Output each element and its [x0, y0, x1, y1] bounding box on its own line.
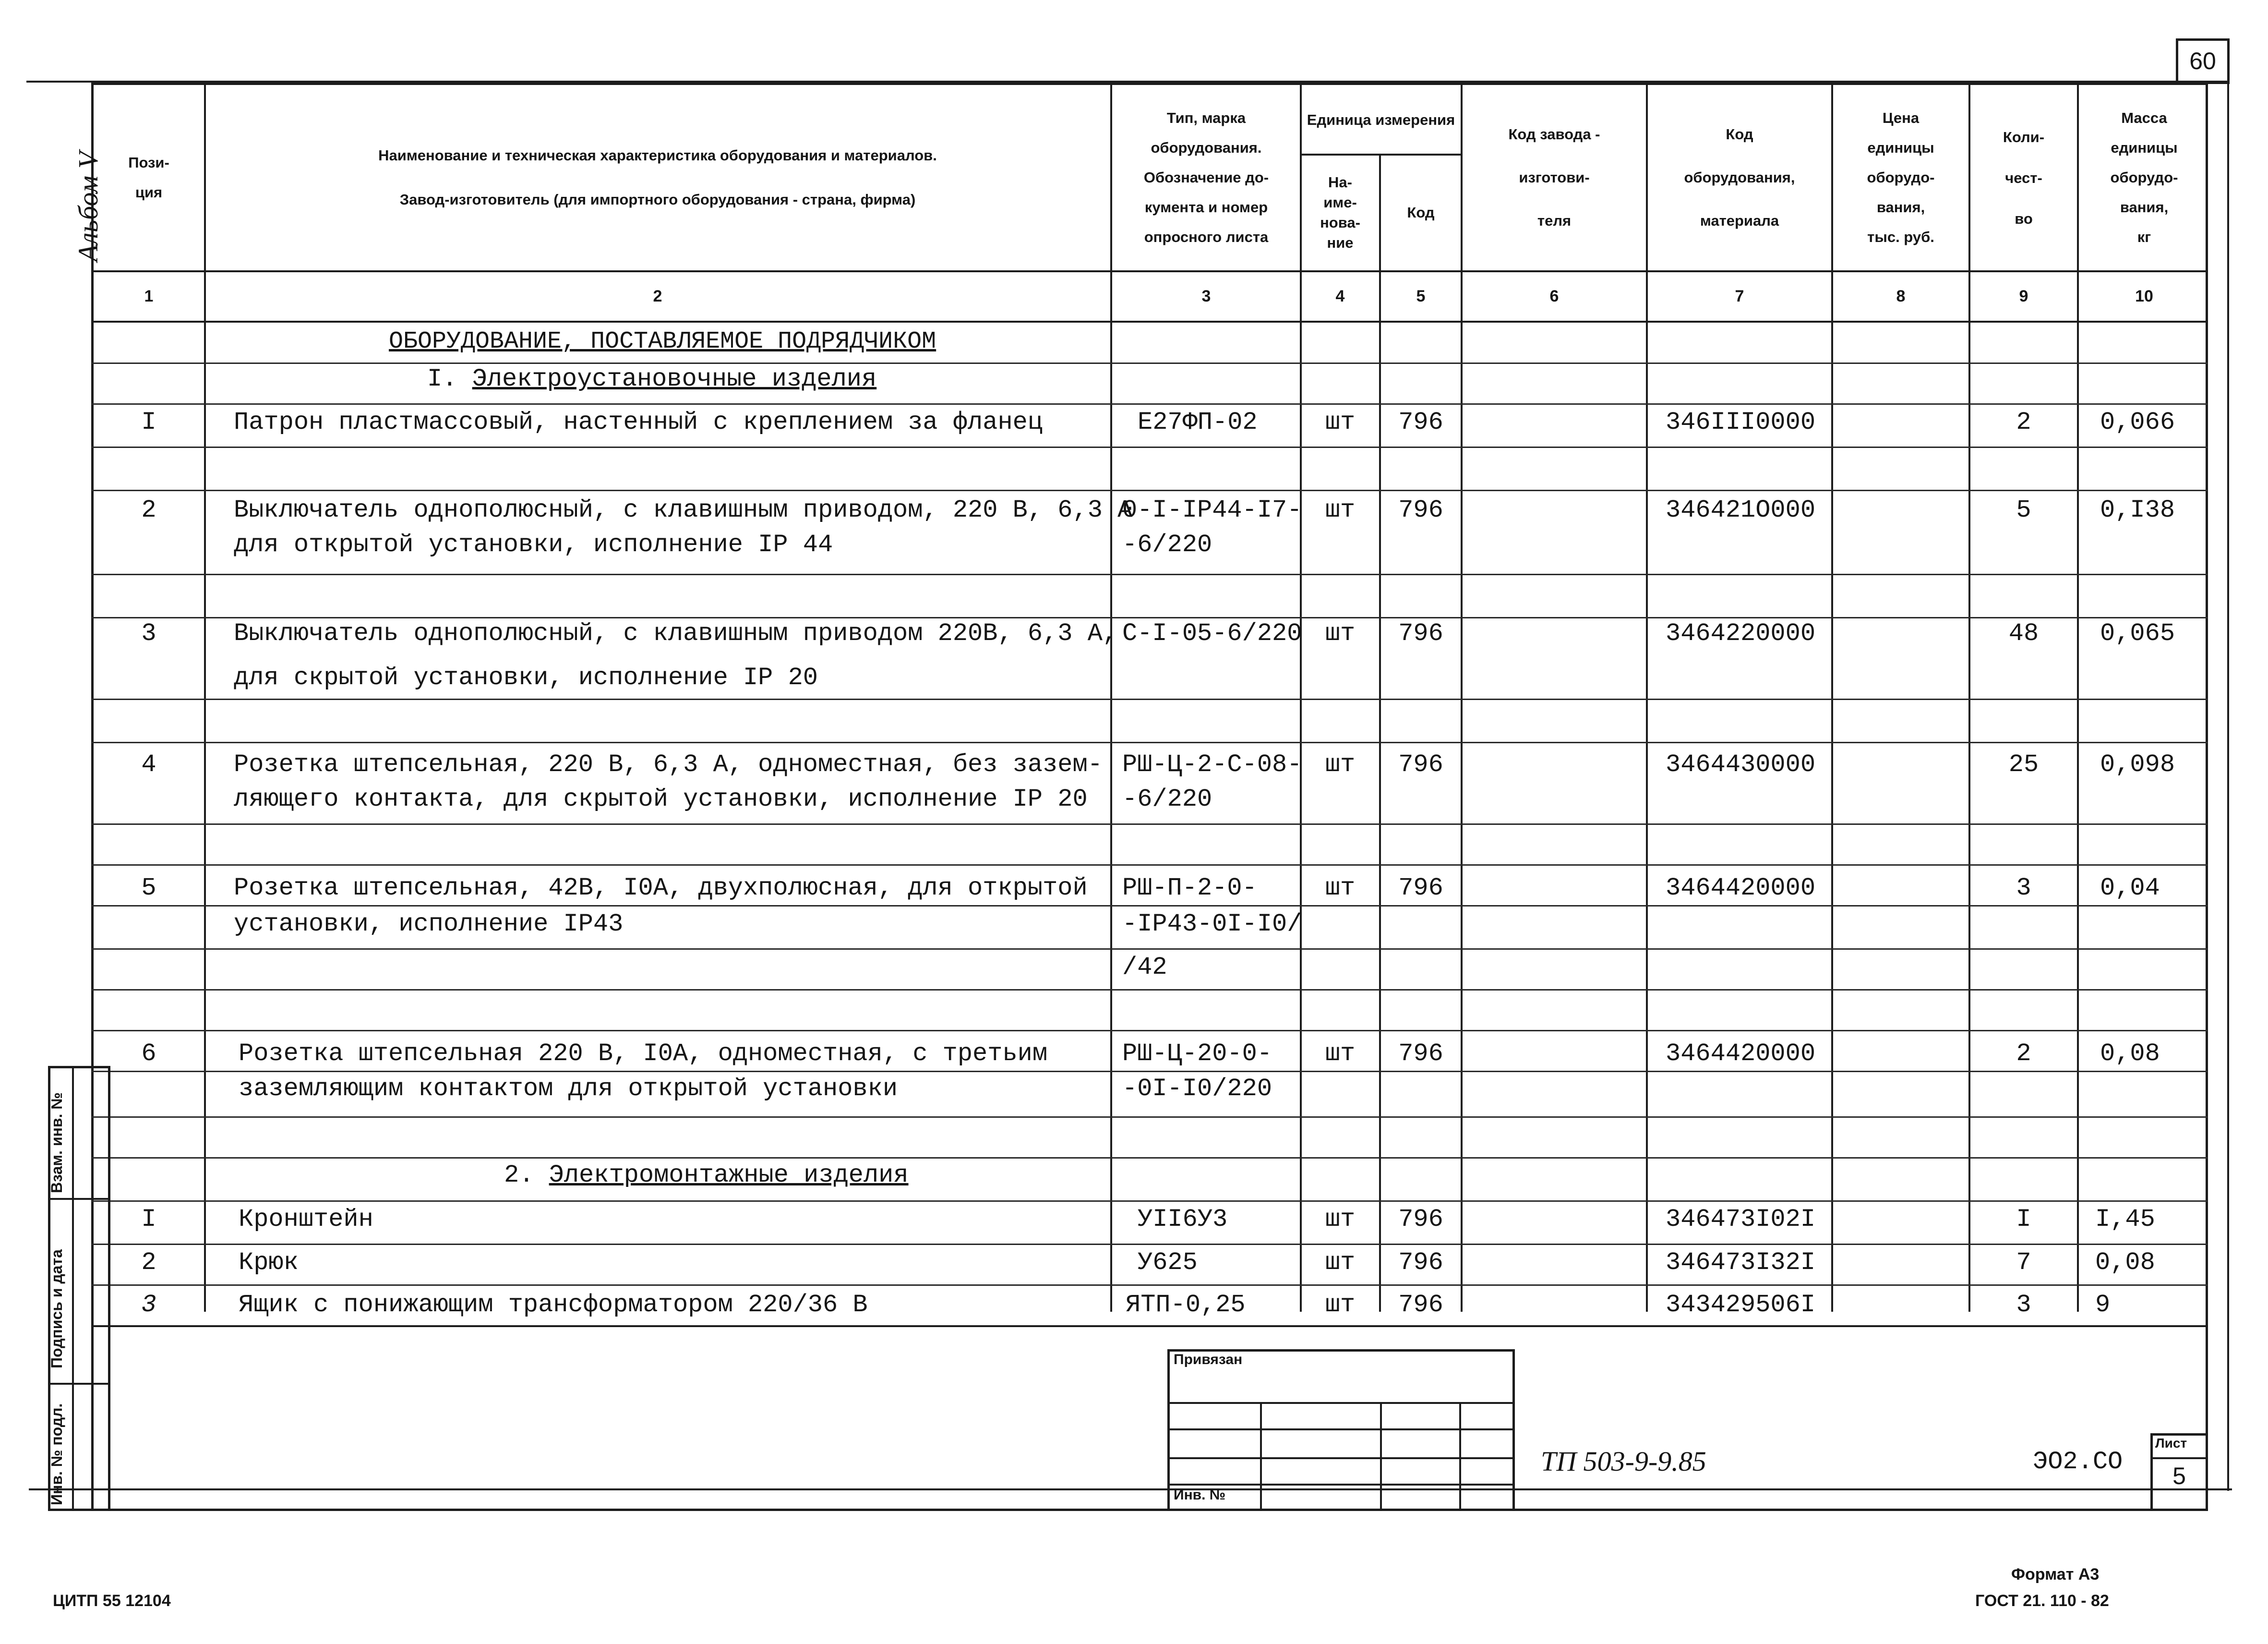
row-line: [91, 617, 2208, 618]
colnum-10: 10: [2135, 287, 2153, 305]
row4-type-line2: -6/220: [1122, 785, 1212, 813]
privyazan-col: [1380, 1402, 1382, 1511]
row3-equip-code: 3464220000: [1666, 619, 1816, 648]
header-col3: Тип, марка оборудования. Обозначение до- кумента и номер опросного листа: [1143, 109, 1269, 245]
row1-equip-code: 346III0000: [1666, 408, 1816, 436]
row4-type-line1: РШ-Ц-2-С-08-: [1122, 750, 1302, 779]
row5-unit: шт: [1325, 874, 1356, 902]
row-line: [91, 1244, 2208, 1245]
privyazan-line: [1167, 1484, 1515, 1486]
header-col4: На- име- нова- ние: [1320, 173, 1360, 251]
row1-qty: 2: [2016, 408, 2031, 436]
side-stamp-divider: [48, 1383, 110, 1385]
row5-type-line1: РШ-П-2-0-: [1122, 874, 1257, 902]
row-line: [91, 363, 2208, 364]
row3-unit: шт: [1325, 619, 1356, 648]
row1-type: Е27ФП-02: [1138, 408, 1258, 436]
row-line: [91, 1200, 2208, 1202]
side-stamp-original-inv: Инв. № подл.: [48, 1403, 65, 1505]
colnum-8: 8: [1896, 287, 1906, 305]
header-col10: Масса единицы оборудо- вания, кг: [2110, 109, 2178, 245]
colnum-5: 5: [1416, 287, 1426, 305]
row6-name-line1: Розетка штепсельная 220 В, I0A, одноместная, с третьим: [239, 1040, 1048, 1068]
row8-pos: 2: [141, 1248, 156, 1277]
row-line: [91, 864, 2208, 866]
row5-equip-code: 3464420000: [1666, 874, 1816, 902]
row8-code: 796: [1398, 1248, 1443, 1277]
grid-v-4: [1379, 154, 1381, 1312]
grid-v-3: [1300, 83, 1302, 1312]
row5-name-line1: Розетка штепсельная, 42В, I0A, двухполюсная, для открытой: [234, 874, 1088, 902]
row9-equip-code: 343429506I: [1666, 1291, 1816, 1319]
row1-unit: шт: [1325, 408, 1356, 436]
privyazan-col: [1260, 1402, 1262, 1511]
row4-mass: 0,098: [2100, 750, 2175, 779]
row7-pos: I: [141, 1205, 156, 1233]
row1-name: Патрон пластмассовый, настенный с креплением за фланец: [234, 408, 1043, 436]
grid-v-5: [1461, 83, 1463, 1312]
header-col2: Наименование и техническая характеристика оборудования и материалов. Завод-изготовитель (для импортного оборудования - страна, фирма): [378, 147, 937, 208]
album-label: Альбом V: [72, 151, 104, 262]
row5-code: 796: [1398, 874, 1443, 902]
privyazan-line: [1167, 1428, 1515, 1430]
colnum-7: 7: [1735, 287, 1744, 305]
row8-qty: 7: [2016, 1248, 2031, 1277]
row9-code: 796: [1398, 1291, 1443, 1319]
row9-type: ЯТП-0,25: [1126, 1291, 1246, 1319]
row-line: [91, 1071, 2208, 1072]
grid-h-colnum-bottom: [91, 321, 2208, 323]
row-line: [91, 1116, 2208, 1118]
group1-title-row: [427, 365, 876, 394]
colnum-2: 2: [653, 287, 662, 305]
row4-unit: шт: [1325, 750, 1356, 779]
row6-unit: шт: [1325, 1040, 1356, 1068]
row1-mass: 0,066: [2100, 408, 2175, 436]
row5-name-line2: установки, исполнение IP43: [234, 910, 624, 938]
header-col9: Коли- чест- во: [2003, 128, 2045, 227]
row2-name-line2: для открытой установки, исполнение IP 44: [234, 531, 833, 559]
row5-type-line3: /42: [1122, 953, 1167, 981]
header-col45: Единица измерения: [1307, 111, 1455, 128]
grid-v-8: [1968, 83, 1970, 1312]
row-line: [91, 403, 2208, 405]
row2-type-line1: 0-I-IP44-I7-: [1122, 496, 1302, 524]
row8-unit: шт: [1325, 1248, 1356, 1277]
group1-title: Электроустановочные изделия: [472, 365, 877, 393]
row6-pos: 6: [141, 1040, 156, 1068]
row5-pos: 5: [141, 874, 156, 902]
row4-equip-code: 3464430000: [1666, 750, 1816, 779]
row4-qty: 25: [2008, 750, 2039, 779]
sheet-right-edge: [2227, 82, 2229, 1491]
group2-title-row: [504, 1161, 909, 1190]
row-line: [91, 989, 2208, 991]
row4-name-line2: ляющего контакта, для скрытой установки, исполнение IP 20: [234, 785, 1088, 813]
header-col1: Пози- ция: [128, 154, 169, 201]
row7-unit: шт: [1325, 1205, 1356, 1233]
row7-type: УII6У3: [1138, 1205, 1228, 1233]
document-code: ТП 503-9-9.85: [1541, 1446, 1706, 1477]
row4-name-line1: Розетка штепсельная, 220 В, 6,3 А, одноместная, без зазем-: [234, 750, 1103, 779]
row3-code: 796: [1398, 619, 1443, 648]
row7-qty: I: [2016, 1205, 2031, 1233]
grid-h-table-bottom: [91, 1325, 2208, 1327]
row6-qty: 2: [2016, 1040, 2031, 1068]
row-line: [91, 823, 2208, 825]
section-title: ОБОРУДОВАНИЕ, ПОСТАВЛЯЕМОЕ ПОДРЯДЧИКОМ: [389, 328, 936, 355]
row-line: [91, 905, 2208, 907]
privyazan-line: [1167, 1457, 1515, 1459]
grid-h-header-bottom: [91, 270, 2208, 272]
row3-name-line2: для скрытой установки, исполнение IP 20: [234, 664, 818, 692]
row3-mass: 0,065: [2100, 619, 2175, 648]
row8-name: Крюк: [239, 1248, 299, 1277]
colnum-1: 1: [144, 287, 154, 305]
grid-v-9: [2077, 83, 2079, 1312]
row6-type-line2: -0I-I0/220: [1122, 1075, 1272, 1103]
row9-unit: шт: [1325, 1291, 1356, 1319]
colnum-4: 4: [1335, 287, 1345, 305]
top-sheet-number-box: [2176, 38, 2230, 84]
row8-type: У625: [1138, 1248, 1198, 1277]
row1-pos: I: [141, 408, 156, 436]
side-stamp-signature-date: Подпись и дата: [48, 1249, 65, 1368]
row5-mass: 0,04: [2100, 874, 2160, 902]
colnum-9: 9: [2019, 287, 2028, 305]
row9-qty: 3: [2016, 1291, 2031, 1319]
row4-pos: 4: [141, 750, 156, 779]
row7-name: Кронштейн: [239, 1205, 373, 1233]
row6-equip-code: 3464420000: [1666, 1040, 1816, 1068]
row-line: [91, 742, 2208, 743]
header-col5: Код: [1407, 204, 1435, 221]
side-stamp-replaced-inv: Взам. инв. №: [48, 1092, 65, 1193]
group1-number: I.: [427, 365, 457, 393]
sheet-label: Лист: [2155, 1436, 2187, 1451]
row8-equip-code: 346473I32I: [1666, 1248, 1816, 1277]
row1-code: 796: [1398, 408, 1443, 436]
row5-qty: 3: [2016, 874, 2031, 902]
side-stamp-inner: [72, 1066, 74, 1511]
row6-mass: 0,08: [2100, 1040, 2160, 1068]
row9-pos: 3: [141, 1291, 156, 1319]
row2-unit: шт: [1325, 496, 1356, 524]
row-line: [91, 574, 2208, 575]
row3-name-line1: Выключатель однополюсный, с клавишным приводом 220В, 6,3 А,: [234, 619, 1118, 648]
row5-type-line2: -IP43-0I-I0/: [1122, 910, 1302, 938]
gost-label: ГОСТ 21. 110 - 82: [1975, 1592, 2109, 1610]
row2-name-line1: Выключатель однополюсный, с клавишным приводом, 220 В, 6,3 А: [234, 496, 1133, 524]
row-line: [91, 948, 2208, 950]
colnum-3: 3: [1201, 287, 1211, 305]
privyazan-col: [1459, 1402, 1461, 1511]
row-line: [91, 447, 2208, 448]
row-line: [91, 490, 2208, 491]
header-col6: Код завода - изготови- теля: [1508, 126, 1600, 229]
privyazan-label: Привязан: [1174, 1352, 1243, 1367]
row6-name-line2: заземляющим контактом для открытой установки: [239, 1075, 898, 1103]
grid-v-2: [1110, 83, 1112, 1312]
row2-equip-code: 346421О000: [1666, 496, 1816, 524]
row6-type-line1: РШ-Ц-20-0-: [1122, 1040, 1272, 1068]
side-stamp-divider: [48, 1198, 110, 1200]
row4-code: 796: [1398, 750, 1443, 779]
header-col8: Цена единицы оборудо- вания, тыс. руб.: [1867, 109, 1935, 245]
row3-type: С-I-05-6/220: [1122, 619, 1302, 648]
row-line: [91, 1284, 2208, 1286]
grid-v-7: [1831, 83, 1833, 1312]
row7-mass: I,45: [2095, 1205, 2155, 1233]
row3-qty: 48: [2008, 619, 2039, 648]
top-sheet-number: 60: [2189, 48, 2216, 74]
row2-type-line2: -6/220: [1122, 531, 1212, 559]
row-line: [91, 1030, 2208, 1031]
row7-code: 796: [1398, 1205, 1443, 1233]
grid-v-1: [204, 83, 206, 1312]
document-suffix: ЭО2.СО: [2033, 1448, 2123, 1476]
sheet-value: 5: [2172, 1463, 2186, 1489]
row-line: [91, 699, 2208, 700]
row3-pos: 3: [141, 619, 156, 648]
row2-qty: 5: [2016, 496, 2031, 524]
row-line: [91, 1157, 2208, 1159]
row6-code: 796: [1398, 1040, 1443, 1068]
sheet-box-divider: [2150, 1457, 2208, 1459]
grid-v-6: [1646, 83, 1648, 1312]
row9-name: Ящик с понижающим трансформатором 220/36 В: [239, 1291, 868, 1319]
privyazan-inv-label: Инв. №: [1174, 1487, 1226, 1503]
header-col7: Код оборудования, материала: [1684, 126, 1795, 229]
colnum-6: 6: [1549, 287, 1559, 305]
row2-pos: 2: [141, 496, 156, 524]
group2-number: 2.: [504, 1161, 534, 1189]
row2-code: 796: [1398, 496, 1443, 524]
row7-equip-code: 346473I02I: [1666, 1205, 1816, 1233]
row9-mass: 9: [2095, 1291, 2111, 1319]
group2-title: Электромонтажные изделия: [549, 1161, 909, 1189]
footer-code: ЦИТП 55 12104: [53, 1592, 171, 1610]
privyazan-line: [1167, 1402, 1515, 1404]
row8-mass: 0,08: [2095, 1248, 2155, 1277]
format-label: Формат А3: [2011, 1565, 2100, 1584]
grid-h-unit: [1300, 154, 1463, 156]
row2-mass: 0,I38: [2100, 496, 2175, 524]
